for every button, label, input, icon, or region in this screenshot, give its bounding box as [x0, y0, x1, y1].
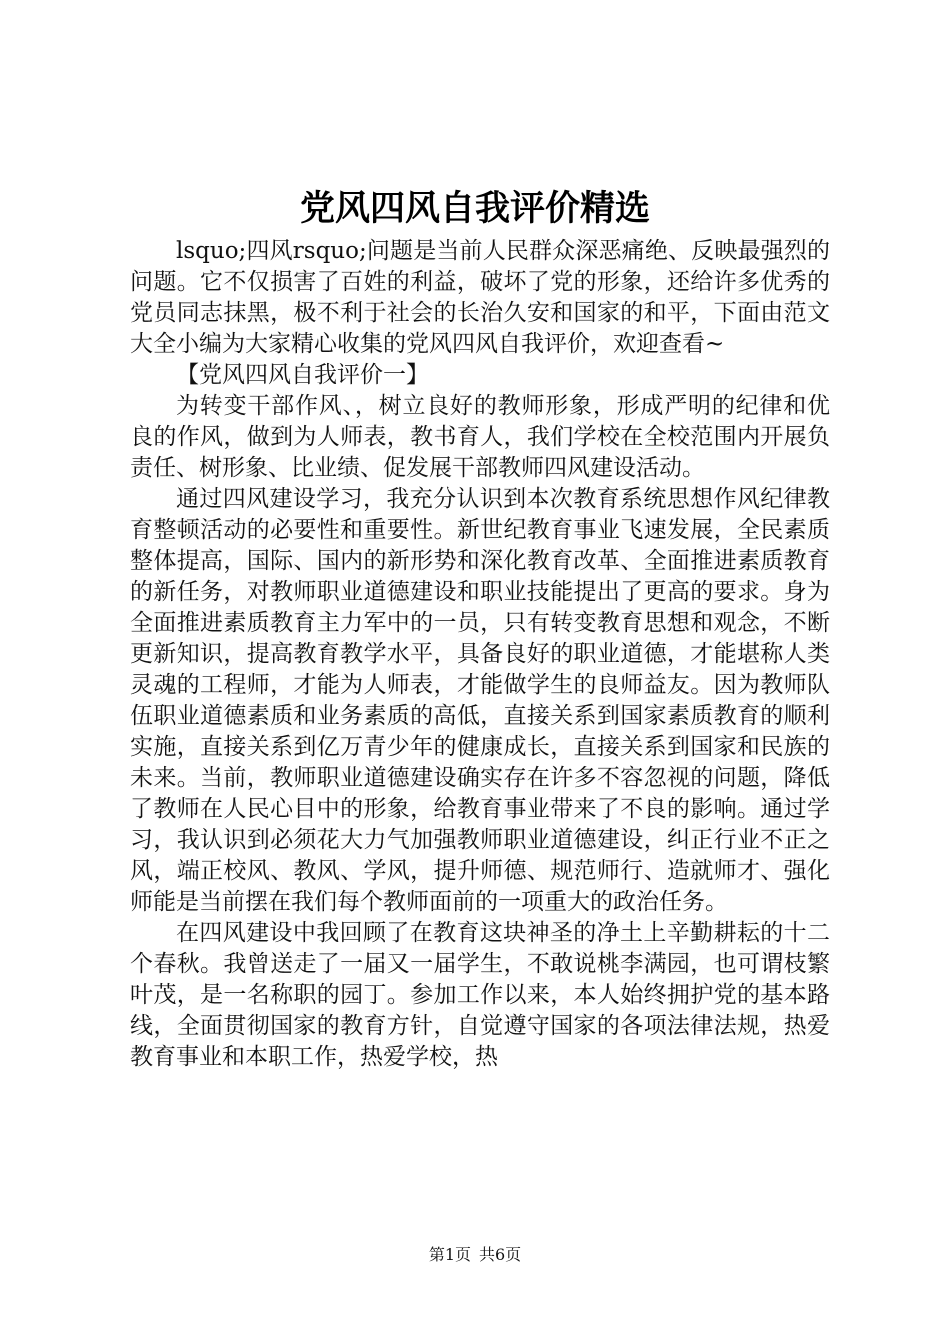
page-total: 共6页 [479, 1245, 522, 1264]
document-body [130, 236, 830, 1073]
page-footer [0, 1245, 950, 1265]
paragraph: 通过四风建设学习，我充分认识到本次教育系统思想作风纪律教育整顿活动的必要性和重要性。新世纪教育事业飞速发展，全民素质整体提高，国际、国内的新形势和深化教育改革、全面推进素质教育的新任务，对教师职业道德建设和职业技能提出了更高的要求。身为全面推进素质教育主力军中的一员，只有转变教育思想和观念，不断更新知识，提高教育教学水平，具备良好的职业道德，才能堪称人类灵魂的工程师，才能为人师表，才能做学生的良师益友。因为教师队伍职业道德素质和业务素质的高低，直接关系到国家素质教育的顺利实施，直接关系到亿万青少年的健康成长，直接关系到国家和民族的未来。当前，教师职业道德建设确实存在许多不容忽视的问题，降低了教师在人民心目中的形象，给教育事业带来了不良的影响。通过学习，我认识到必须花大力气加强教师职业道德建设，纠正行业不正之风，端正校风、教风、学风，提升师德、规范师行、造就师才、强化师能是当前摆在我们每个教师面前的一项重大的政治任务。 [130, 486, 830, 915]
paragraph-intro: lsquo;四风rsquo;问题是当前人民群众深恶痛绝、反映最强烈的问题。它不仅损害了百姓的利益，破坏了党的形象，还给许多优秀的党员同志抹黑，极不利于社会的长治久安和国家的和平，下面由范文大全小编为大家精心收集的党风四风自我评价，欢迎查看~ [130, 238, 830, 357]
paragraph: 在四风建设中我回顾了在教育这块神圣的净土上辛勤耕耘的十二个春秋。我曾送走了一届又一届学生，不敢说桃李满园，也可谓枝繁叶茂，是一名称职的园丁。参加工作以来，本人始终拥护党的基本路线，全面贯彻国家的教育方针，自觉遵守国家的各项法律法规，热爱教育事业和本职工作，热爱学校，热 [130, 920, 830, 1070]
paragraph: 为转变干部作风、，树立良好的教师形象，形成严明的纪律和优良的作风，做到为人师表，教书育人，我们学校在全校范围内开展负责任、树形象、比业绩、促发展干部教师四风建设活动。 [130, 393, 830, 481]
page-number: 第1页 [428, 1245, 471, 1264]
section-heading: 【党风四风自我评价一】 [176, 362, 429, 388]
document-title: 党风四风自我评价精选 [299, 188, 650, 229]
